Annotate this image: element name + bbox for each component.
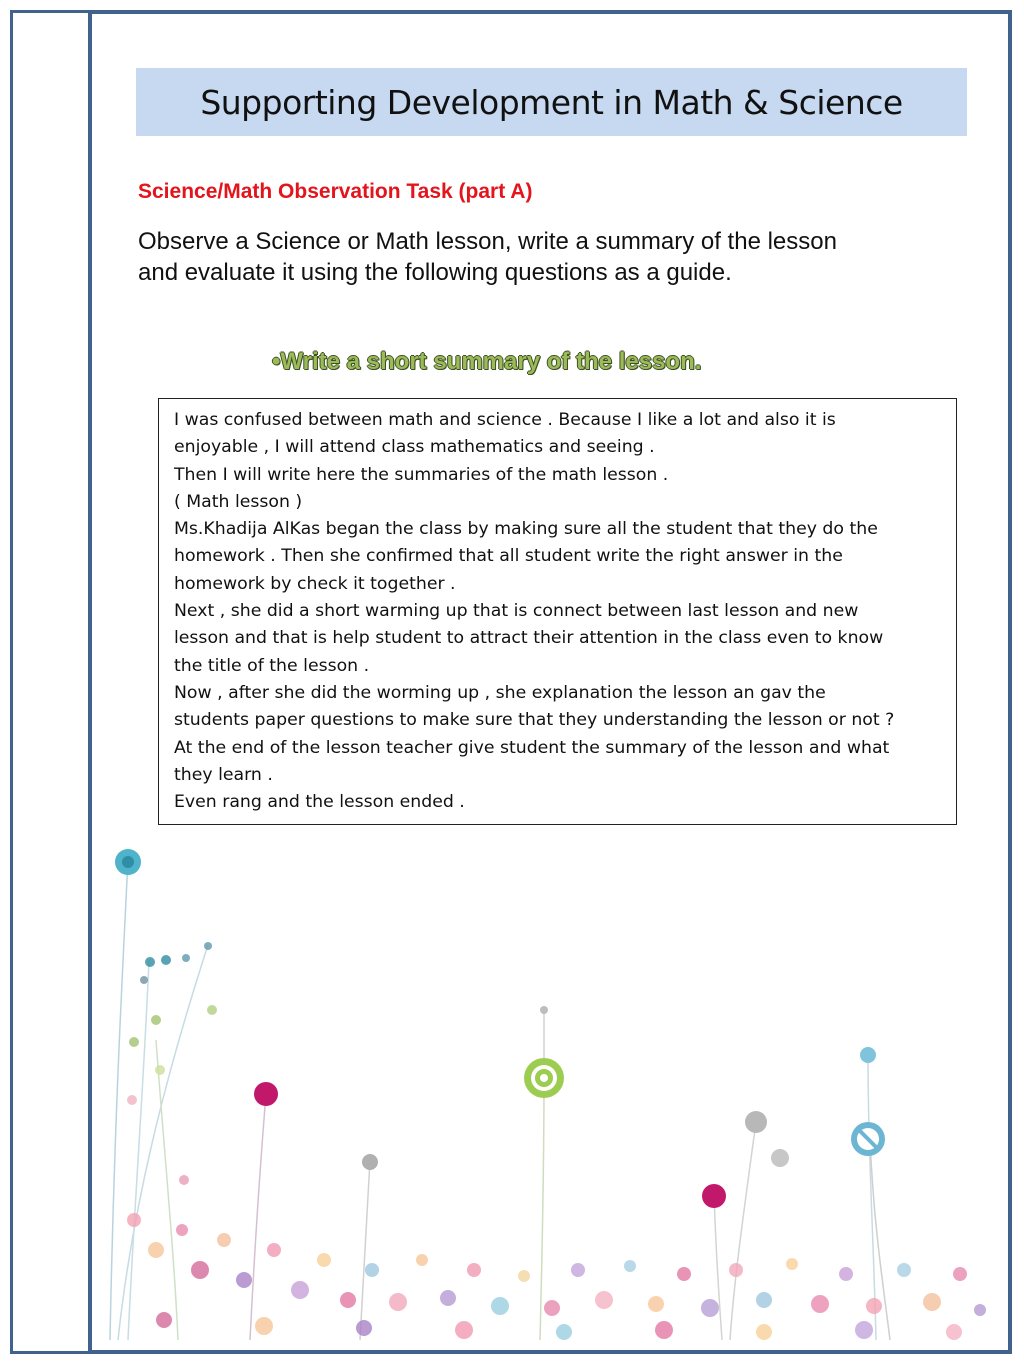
summary-line: Even rang and the lesson ended . xyxy=(174,792,465,813)
summary-line: Next , she did a short warming up that is connect between last lesson and new xyxy=(174,601,859,622)
summary-line: Ms.Khadija AlKas began the class by making sure all the student that they do the xyxy=(174,519,878,540)
instructions-line: Observe a Science or Math lesson, write a summary of the lesson xyxy=(138,228,837,255)
summary-line: homework . Then she confirmed that all student write the right answer in the xyxy=(174,546,843,567)
task-heading: Science/Math Observation Task (part A) xyxy=(138,180,533,203)
summary-prompt: •Write a short summary of the lesson. xyxy=(272,348,702,375)
summary-line: Then I will write here the summaries of the math lesson . xyxy=(174,464,669,485)
summary-line: Now , after she did the worming up , she explanation the lesson an gav the xyxy=(174,682,826,703)
summary-text-box xyxy=(158,398,957,825)
summary-line: the title of the lesson . xyxy=(174,655,370,676)
title-banner xyxy=(136,68,967,136)
summary-line: enjoyable , I will attend class mathematics and seeing . xyxy=(174,437,655,458)
flower-stems xyxy=(110,860,890,1340)
summary-line: they learn . xyxy=(174,764,273,785)
large-flower-heads xyxy=(115,849,885,1208)
summary-line: ( Math lesson ) xyxy=(174,491,303,512)
summary-line: lesson and that is help student to attract their attention in the class even to know xyxy=(174,628,884,649)
page-title: Supporting Development in Math & Science xyxy=(200,82,903,122)
instructions-line: and evaluate it using the following questions as a guide. xyxy=(138,259,732,286)
summary-line: I was confused between math and science . Because I like a lot and also it is xyxy=(174,410,836,430)
summary-line: homework by check it together . xyxy=(174,573,456,594)
flower-meadow-illustration xyxy=(104,830,992,1346)
instructions-paragraph xyxy=(138,226,938,288)
summary-line: students paper questions to make sure that they understanding the lesson or not ? xyxy=(174,710,895,731)
summary-line: At the end of the lesson teacher give student the summary of the lesson and what xyxy=(174,737,890,758)
